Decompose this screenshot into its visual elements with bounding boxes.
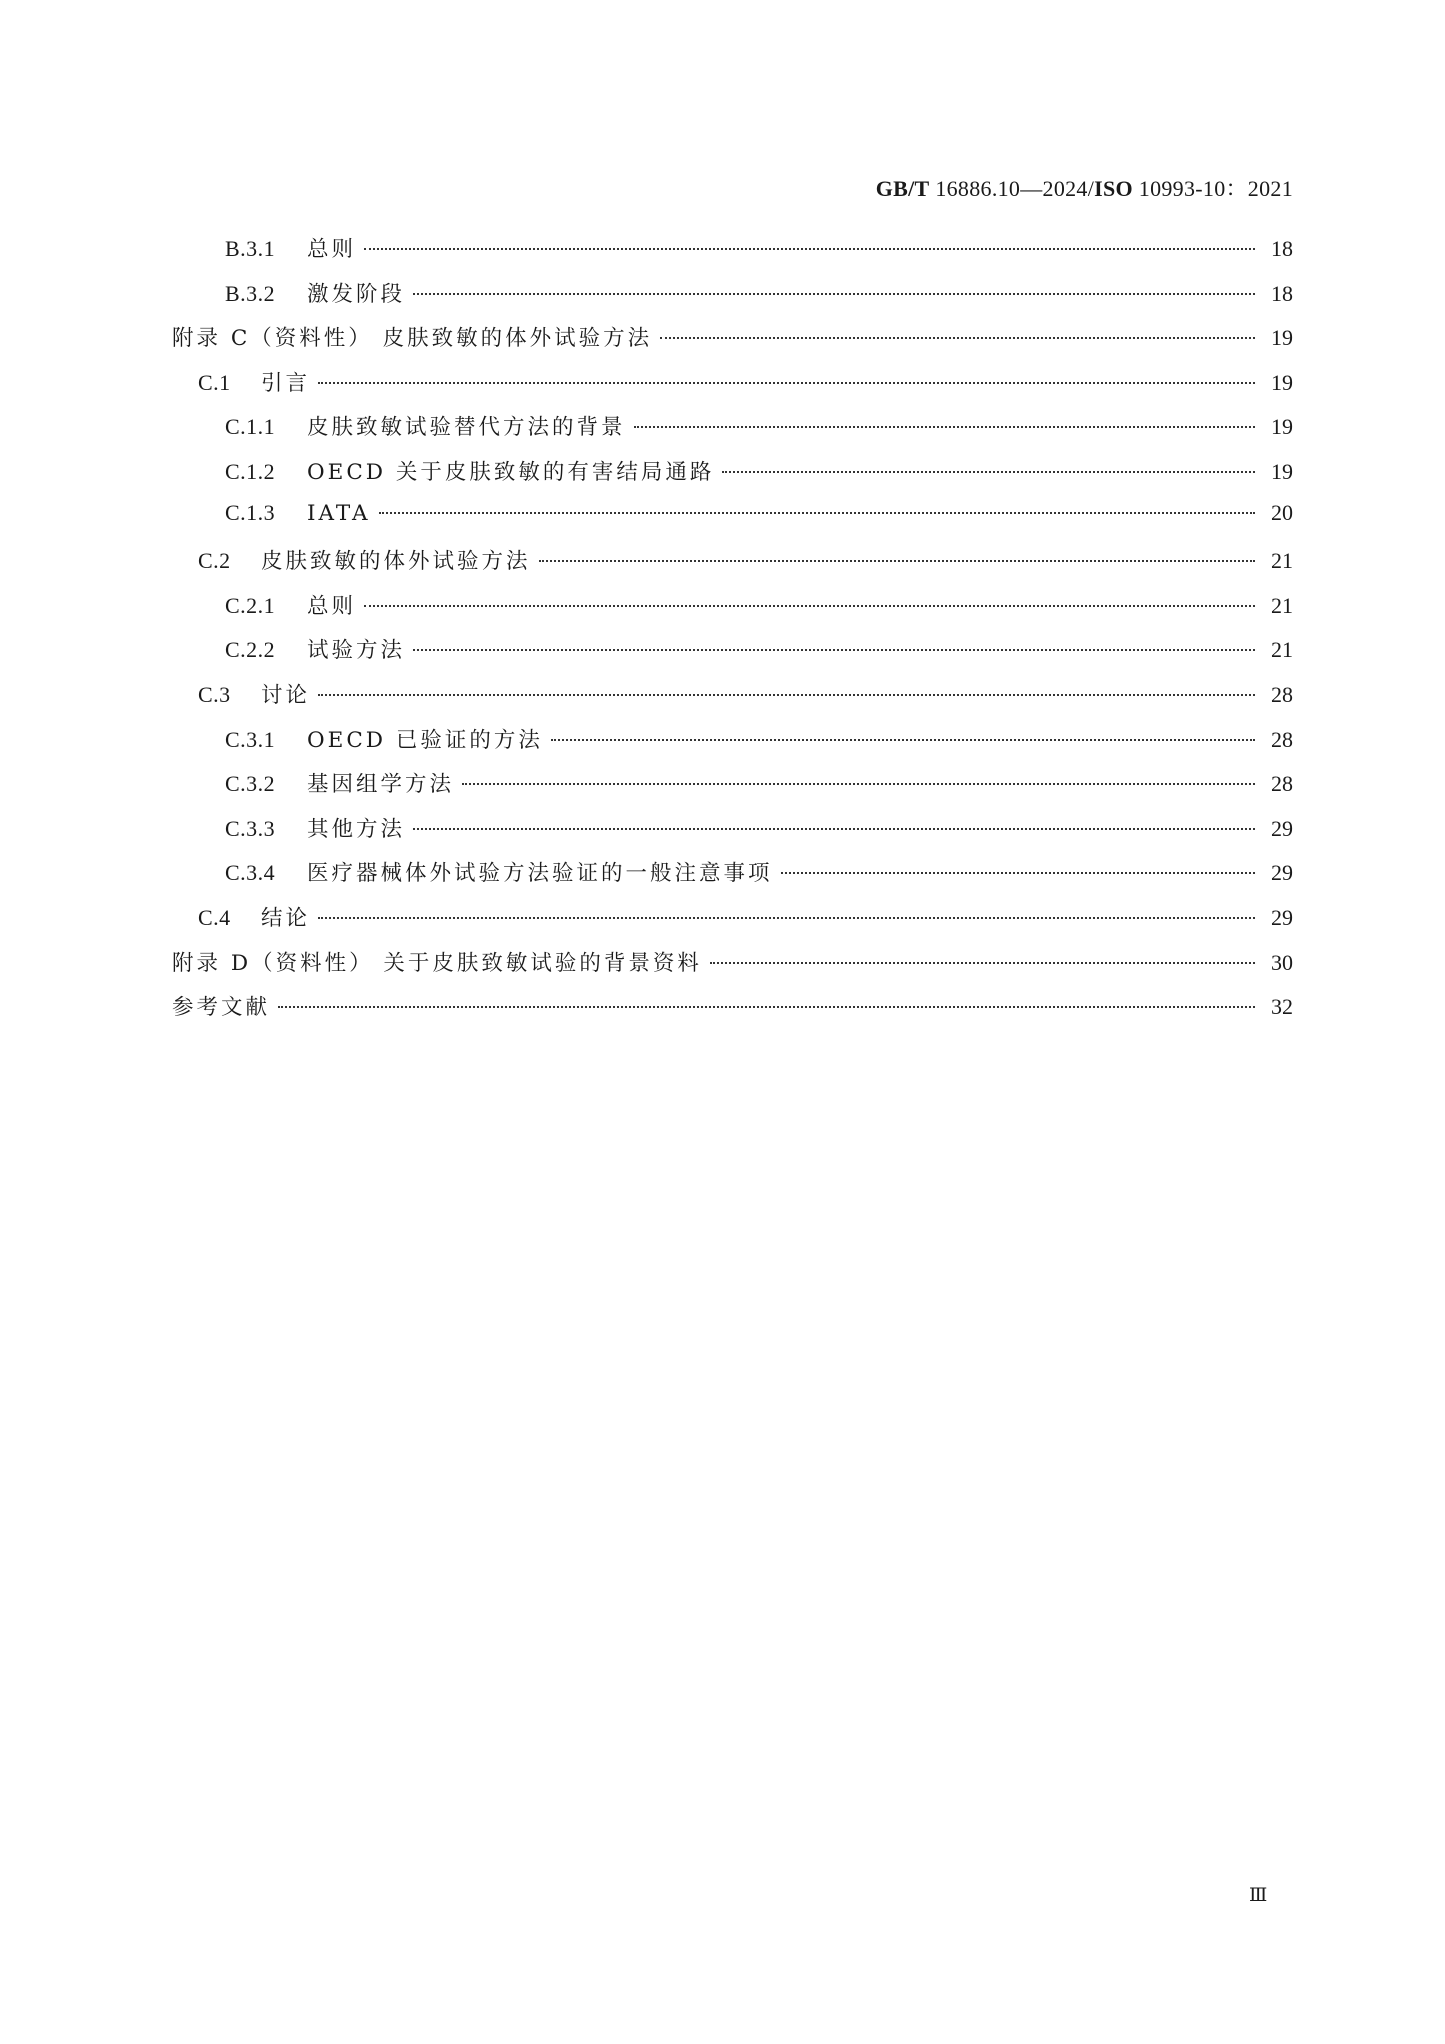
toc-entry-c-2-2[interactable] — [172, 633, 1293, 678]
toc-number: B.3.1 — [225, 236, 276, 261]
toc-page-number: 18 — [1271, 236, 1293, 261]
toc-title: IATA — [307, 500, 371, 526]
toc-entry-c-3-3[interactable] — [172, 812, 1293, 857]
toc-title: 附录 C（资料性） 皮肤致敏的体外试验方法 — [172, 326, 653, 352]
toc-title: 附录 D（资料性） 关于皮肤致敏试验的背景资料 — [172, 950, 702, 976]
toc-page-number: 30 — [1271, 949, 1293, 975]
toc-number: C.3.2 — [225, 771, 276, 797]
toc-number: C.3.4 — [225, 860, 276, 886]
toc-page-number: 28 — [1271, 681, 1293, 707]
toc-title: 引言 — [261, 370, 311, 396]
toc-number: C.1.1 — [225, 414, 276, 440]
toc-page-number: 21 — [1271, 548, 1293, 574]
toc-entry-c-2-1[interactable] — [172, 589, 1293, 634]
toc-entry-c-3[interactable] — [172, 678, 1293, 723]
dot-leader — [722, 471, 1255, 473]
toc-entry-annex-c[interactable] — [172, 321, 1293, 366]
iso-prefix: ISO — [1094, 176, 1133, 201]
toc-entry-c-1-3[interactable] — [172, 500, 1293, 545]
dot-leader — [379, 512, 1255, 514]
table-of-contents — [172, 232, 1293, 1035]
toc-title: 参考文献 — [172, 995, 271, 1021]
toc-number: C.3.3 — [225, 815, 276, 841]
toc-number: C.3 — [198, 681, 231, 707]
toc-page-number: 19 — [1271, 369, 1293, 395]
dot-leader — [413, 293, 1255, 295]
toc-entry-annex-d[interactable] — [172, 946, 1293, 991]
page-number-footer: Ⅲ — [1249, 1885, 1268, 1906]
dot-leader — [318, 694, 1255, 696]
dot-leader — [413, 649, 1255, 651]
toc-number: C.1.2 — [225, 458, 276, 484]
dot-leader — [634, 426, 1255, 428]
dot-leader — [781, 872, 1255, 874]
toc-page-number: 32 — [1271, 994, 1293, 1020]
toc-page-number: 29 — [1271, 904, 1293, 930]
toc-page-number: 19 — [1271, 414, 1293, 440]
toc-entry-bibliography[interactable] — [172, 990, 1293, 1035]
toc-number: C.1.3 — [225, 499, 276, 525]
standard-number: 16886.10—2024/ — [929, 176, 1095, 201]
toc-page-number: 21 — [1271, 637, 1293, 663]
dot-leader — [318, 382, 1255, 384]
toc-entry-c-1[interactable] — [172, 366, 1293, 411]
toc-title: 总则 — [307, 593, 357, 619]
toc-number: C.2 — [198, 548, 231, 574]
toc-page-number: 29 — [1271, 815, 1293, 841]
toc-page-number: 28 — [1271, 726, 1293, 752]
toc-number: C.4 — [198, 904, 231, 930]
toc-number: B.3.2 — [225, 280, 276, 306]
toc-entry-c-3-2[interactable] — [172, 767, 1293, 812]
toc-title: 皮肤致敏的体外试验方法 — [261, 549, 531, 575]
toc-title: 激发阶段 — [307, 281, 406, 307]
toc-page-number: 18 — [1271, 280, 1293, 306]
standard-prefix: GB/T — [875, 176, 930, 201]
toc-entry-c-4[interactable] — [172, 901, 1293, 946]
toc-number: C.2.1 — [225, 592, 276, 618]
toc-page-number: 29 — [1271, 860, 1293, 886]
toc-entry-b-3-1[interactable] — [172, 232, 1293, 277]
dot-leader — [278, 1006, 1255, 1008]
toc-entry-c-2[interactable] — [172, 544, 1293, 589]
iso-number: 10993-10：2021 — [1132, 176, 1293, 201]
dot-leader — [551, 739, 1255, 741]
toc-title: 基因组学方法 — [307, 772, 455, 798]
dot-leader — [660, 337, 1255, 339]
toc-title: 结论 — [261, 905, 311, 931]
dot-leader — [364, 605, 1255, 607]
toc-title: 其他方法 — [307, 816, 406, 842]
dot-leader — [318, 917, 1255, 919]
toc-entry-c-1-2[interactable] — [172, 455, 1293, 500]
dot-leader — [413, 828, 1255, 830]
toc-title: 皮肤致敏试验替代方法的背景 — [307, 415, 626, 441]
toc-entry-c-3-4[interactable] — [172, 856, 1293, 901]
toc-entry-c-1-1[interactable] — [172, 410, 1293, 455]
toc-page-number: 21 — [1271, 592, 1293, 618]
dot-leader — [539, 560, 1255, 562]
toc-entry-c-3-1[interactable] — [172, 723, 1293, 768]
dot-leader — [364, 248, 1255, 250]
dot-leader — [710, 962, 1255, 964]
toc-title: OECD 已验证的方法 — [307, 727, 543, 753]
toc-page-number: 28 — [1271, 771, 1293, 797]
toc-title: 试验方法 — [307, 638, 406, 664]
toc-title: 讨论 — [261, 682, 311, 708]
toc-title: OECD 关于皮肤致敏的有害结局通路 — [307, 459, 715, 485]
toc-page-number: 19 — [1271, 325, 1293, 351]
toc-number: C.3.1 — [225, 726, 276, 752]
toc-number: C.1 — [198, 369, 231, 395]
standard-number-header — [876, 172, 1293, 203]
toc-entry-b-3-2[interactable] — [172, 277, 1293, 322]
toc-page-number: 20 — [1271, 499, 1293, 525]
toc-title: 总则 — [307, 237, 357, 262]
dot-leader — [462, 783, 1255, 785]
toc-title: 医疗器械体外试验方法验证的一般注意事项 — [307, 861, 773, 887]
toc-page-number: 19 — [1271, 458, 1293, 484]
toc-number: C.2.2 — [225, 637, 276, 663]
